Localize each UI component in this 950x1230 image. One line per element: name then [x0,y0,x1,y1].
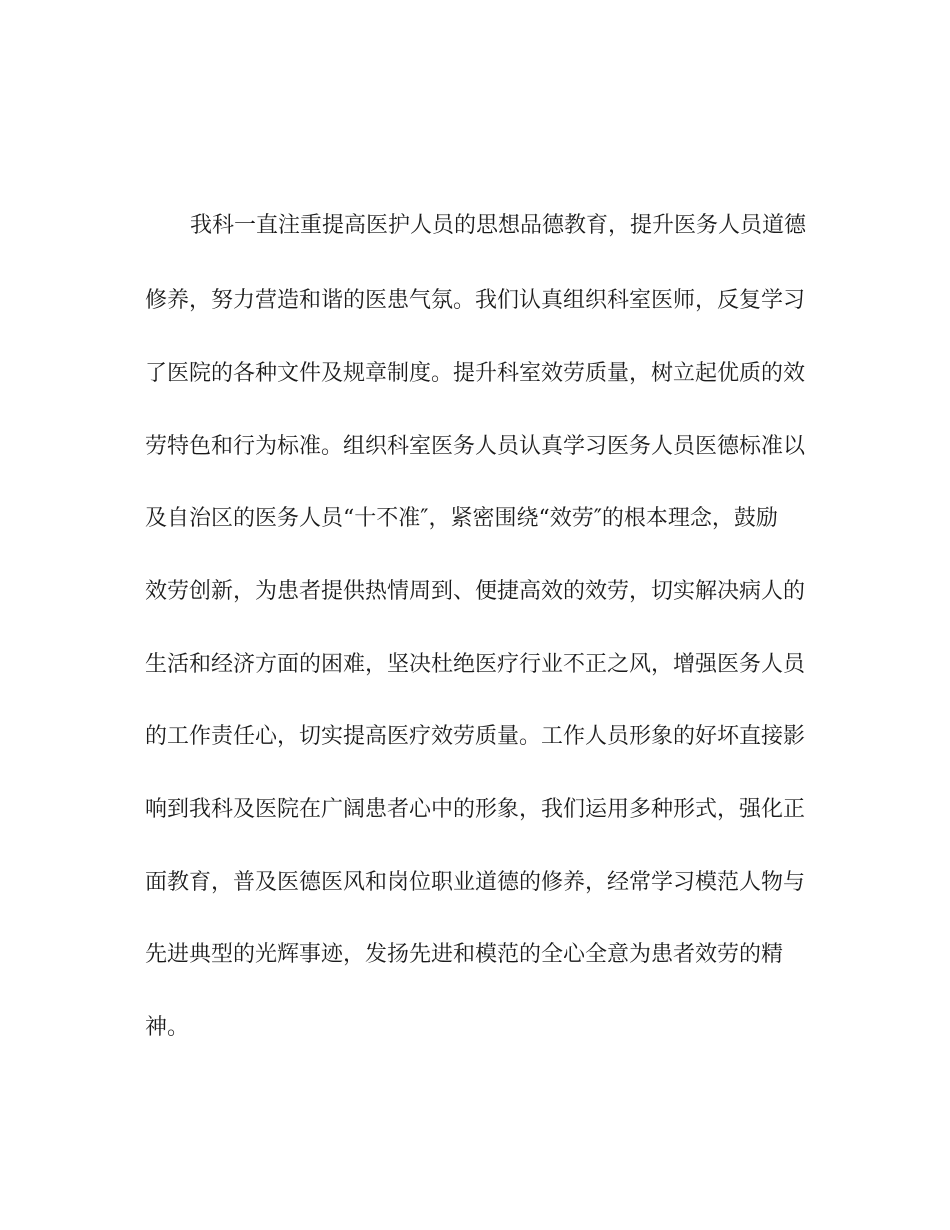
paragraph-line-12: 神。 [145,1015,190,1040]
paragraph-line-1: 我科一直注重提高医护人员的思想品德教育，提升医务人员道德 [190,213,807,238]
paragraph-line-4: 劳特色和行为标准。组织科室医务人员认真学习医务人员医德标准以 [145,434,806,459]
paragraph-line-5: 及自治区的医务人员“十不准″，紧密围绕“效劳″的根本理念，鼓励 [145,506,778,531]
paragraph-line-10: 面教育，普及医德医风和岗位职业道德的修养，经常学习模范人物与 [145,870,806,895]
paragraph-line-3: 了医院的各种文件及规章制度。提升科室效劳质量，树立起优质的效 [145,361,806,386]
paragraph-line-11: 先进典型的光辉事迹，发扬先进和模范的全心全意为患者效劳的精 [145,942,784,967]
paragraph-line-8: 的工作责任心，切实提高医疗效劳质量。工作人员形象的好坏直接影 [145,724,806,749]
paragraph-line-2: 修养，努力营造和谐的医患气氛。我们认真组织科室医师，反复学习 [145,288,806,313]
paragraph-line-6: 效劳创新，为患者提供热情周到、便捷高效的效劳，切实解决病人的 [145,579,806,604]
paragraph-line-7: 生活和经济方面的困难，坚决杜绝医疗行业不正之风，增强医务人员 [145,652,806,677]
paragraph-line-9: 响到我科及医院在广阔患者心中的形象，我们运用多种形式，强化正 [145,797,806,822]
